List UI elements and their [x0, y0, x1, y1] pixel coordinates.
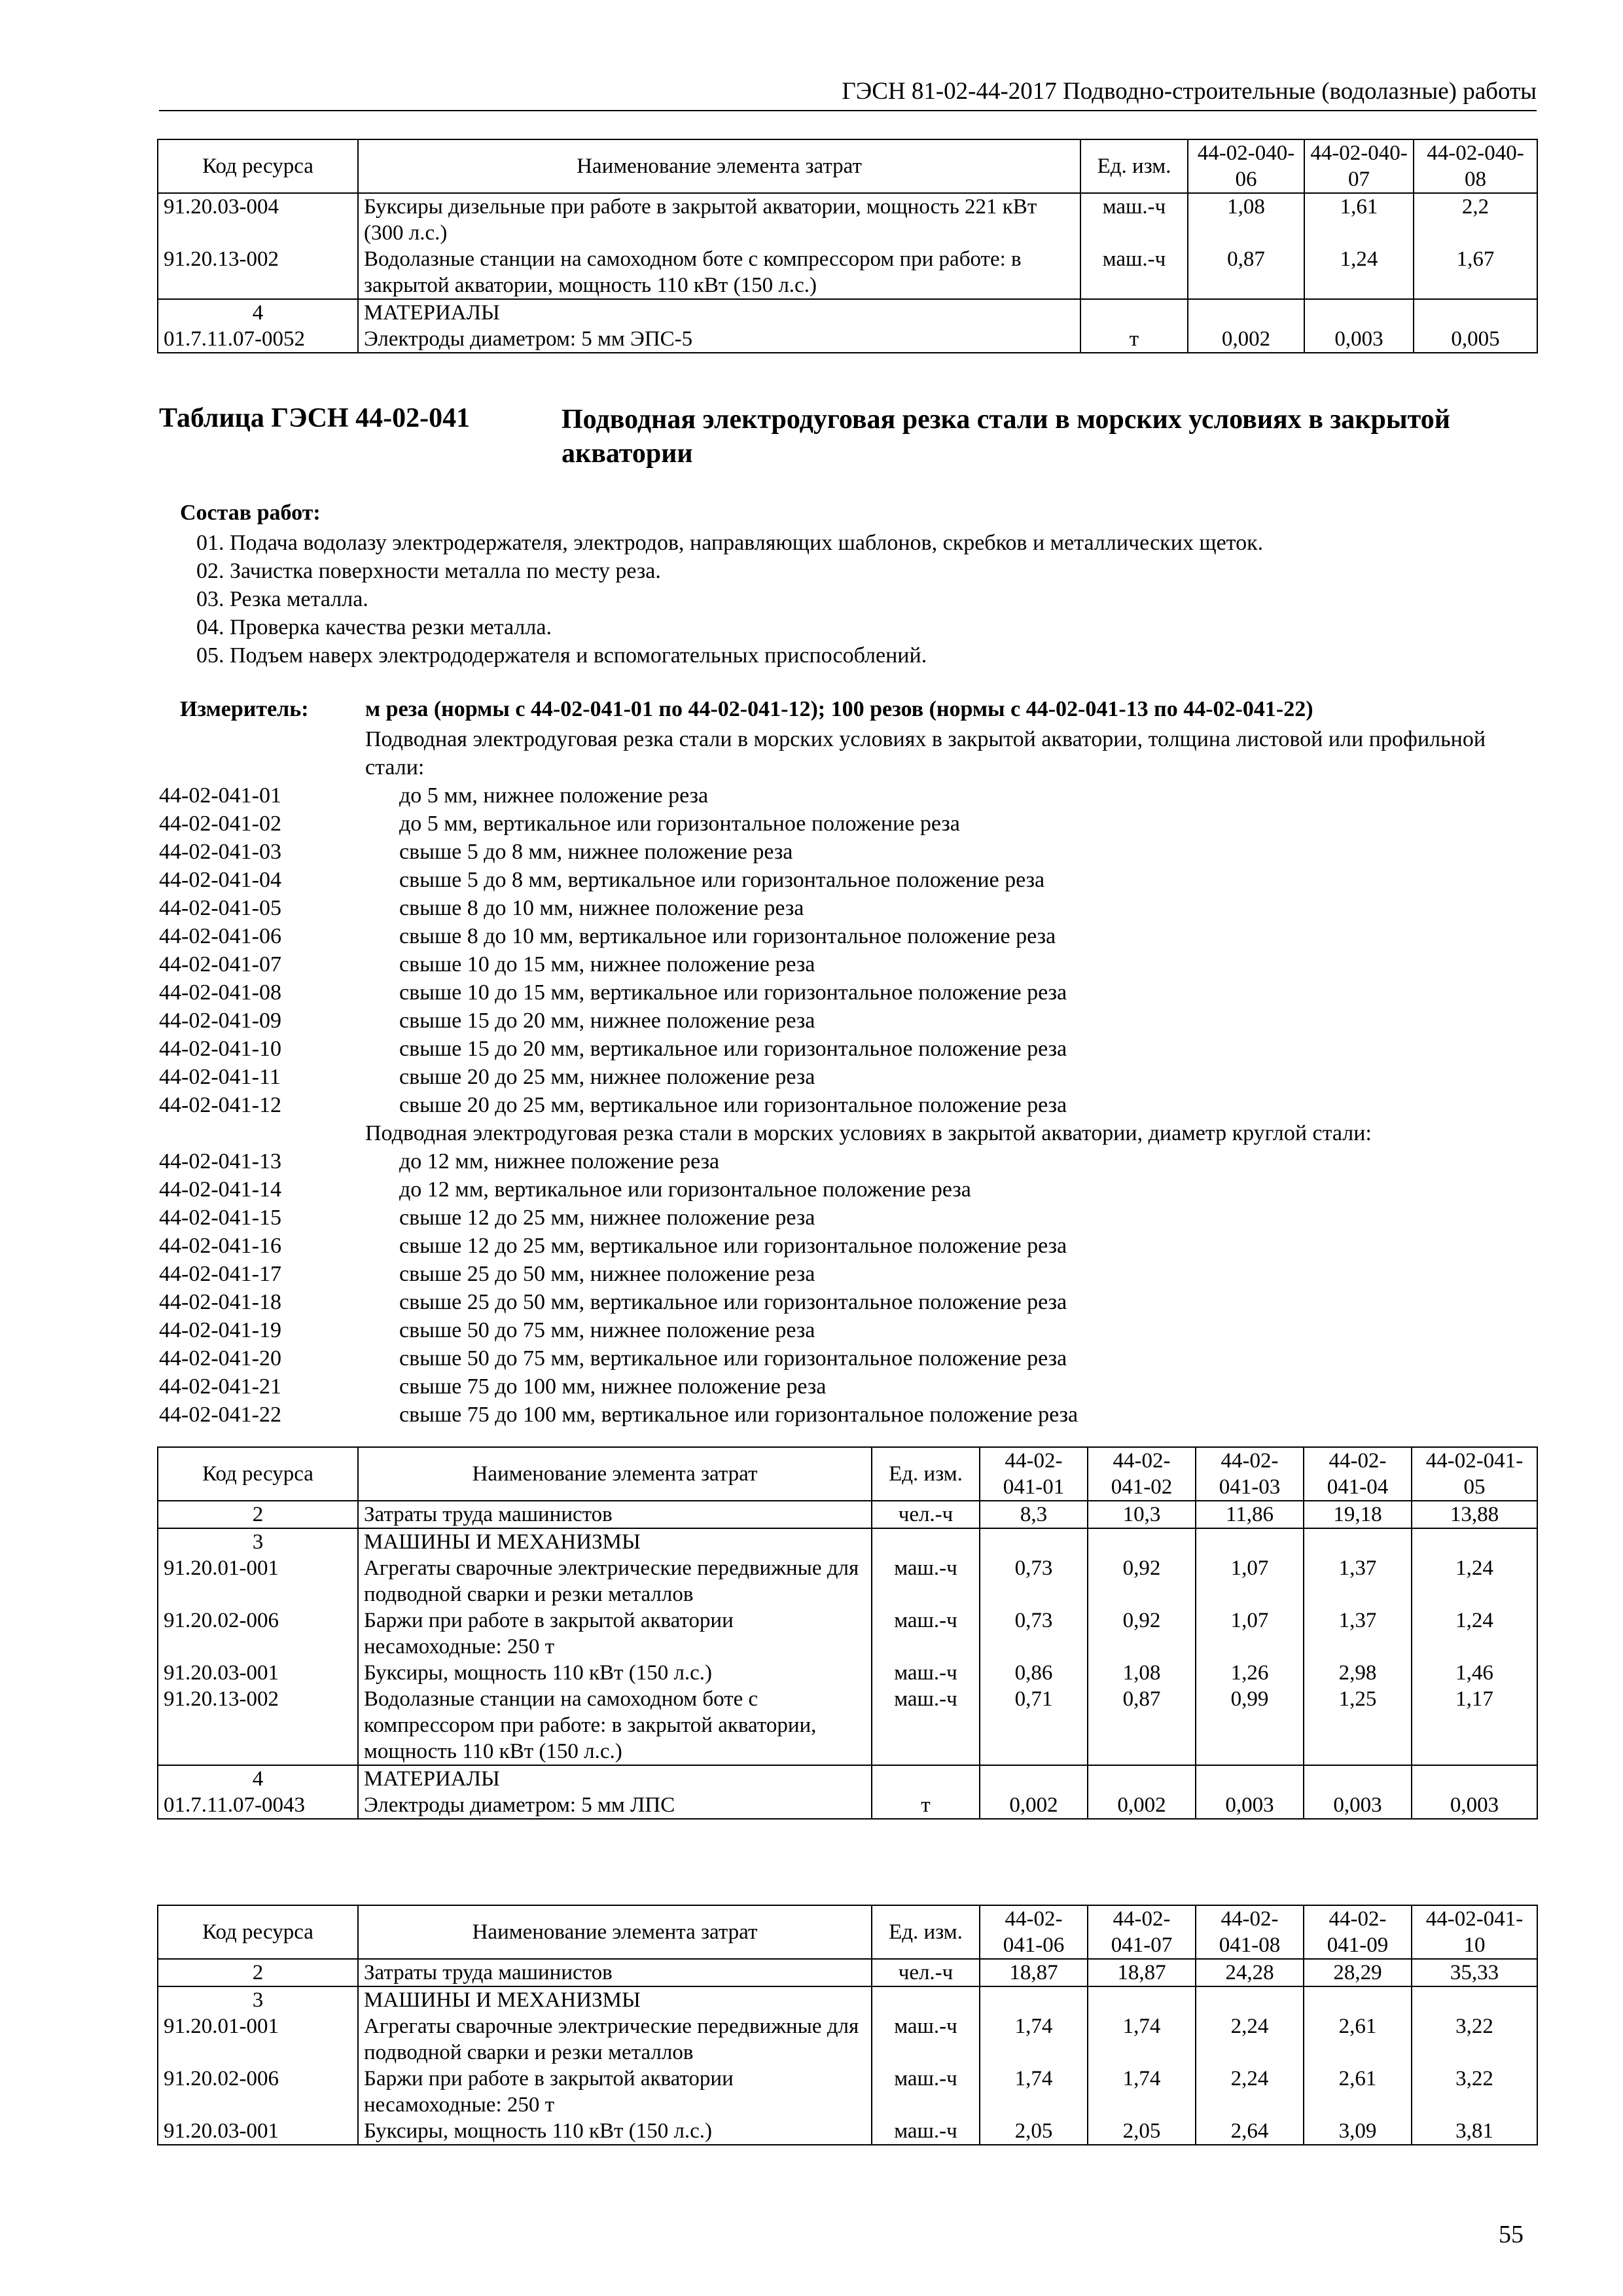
resource-name: Водолазные станции на самоходном боте с компрессором при работе: в закрытой акватории, мощность 110 кВт (150 л.с.): [358, 246, 1080, 299]
norm-description: свыше 5 до 8 мм, нижнее положение реза: [399, 840, 793, 864]
resource-unit: маш.-ч: [872, 1607, 980, 1660]
work-composition-label: Состав работ:: [180, 501, 321, 525]
table-header-row: [158, 1447, 1537, 1501]
norm-value: 18,87: [980, 1959, 1088, 1986]
norm-value: 1,26: [1196, 1660, 1304, 1686]
empty-cell: [1196, 1765, 1304, 1792]
norm-value: 0,005: [1414, 326, 1537, 353]
norm-code: 44-02-041-21: [159, 1374, 281, 1399]
table-header-row: [158, 1905, 1537, 1959]
norm-value: 18,87: [1088, 1959, 1196, 1986]
empty-cell: [872, 1765, 980, 1792]
resource-unit: маш.-ч: [1080, 193, 1188, 246]
resource-unit: маш.-ч: [872, 2013, 980, 2066]
resource-unit: т: [872, 1792, 980, 1819]
empty-cell: [1196, 1986, 1304, 2013]
resource-name: Агрегаты сварочные электрические передвижные для подводной сварки и резки металлов: [358, 1555, 872, 1607]
norm-value: 1,67: [1414, 246, 1537, 299]
norm-description: свыше 5 до 8 мм, вертикальное или горизонтальное положение реза: [399, 868, 1045, 892]
header-norm-col: 44-02-041-01: [980, 1447, 1088, 1501]
norm-item: [159, 1007, 1533, 1035]
empty-cell: [980, 1528, 1088, 1555]
norm-value: 8,3: [980, 1501, 1088, 1528]
norm-value: 0,71: [980, 1686, 1088, 1765]
norm-value: 1,25: [1304, 1686, 1412, 1765]
header-norm-col: 44-02-040-08: [1414, 139, 1537, 193]
header-norm-col: 44-02-040-07: [1304, 139, 1414, 193]
empty-cell: [872, 1528, 980, 1555]
resource-code: 91.20.03-004: [158, 193, 358, 246]
norm-item: [159, 1401, 1533, 1429]
header-norm-col: 44-02-041-06: [980, 1905, 1088, 1959]
empty-cell: [1412, 1986, 1537, 2013]
norm-value: 1,74: [980, 2066, 1088, 2118]
norm-value: 1,24: [1412, 1555, 1537, 1607]
resource-code: 91.20.03-001: [158, 2118, 358, 2145]
resource-code: 01.7.11.07-0043: [158, 1792, 358, 1819]
header-norm-col: 44-02-041-05: [1412, 1447, 1537, 1501]
empty-cell: [980, 1986, 1088, 2013]
table-row: [158, 246, 1537, 299]
norm-code: 44-02-041-13: [159, 1149, 281, 1174]
norm-value: 2,61: [1304, 2066, 1412, 2118]
norm-item: [159, 1232, 1533, 1260]
resource-name: Электроды диаметром: 5 мм ЛПС: [358, 1792, 872, 1819]
norm-value: 2,98: [1304, 1660, 1412, 1686]
norm-value: 0,92: [1088, 1555, 1196, 1607]
resource-unit: чел.-ч: [872, 1959, 980, 1986]
norm-item: [159, 810, 1533, 838]
resource-name: Буксиры, мощность 110 кВт (150 л.с.): [358, 1660, 872, 1686]
norm-code: 44-02-041-11: [159, 1065, 281, 1089]
norm-value: 28,29: [1304, 1959, 1412, 1986]
page-header: [159, 77, 1537, 111]
section-title: МАШИНЫ И МЕХАНИЗМЫ: [358, 1528, 872, 1555]
work-step: 05. Подъем наверх электрододержателя и вспомогательных приспособлений.: [196, 643, 927, 668]
norm-value: 2,24: [1196, 2013, 1304, 2066]
empty-cell: [1088, 1765, 1196, 1792]
norm-value: 1,17: [1412, 1686, 1537, 1765]
empty-cell: [1304, 1528, 1412, 1555]
norm-value: 3,22: [1412, 2013, 1537, 2066]
section-title: МАШИНЫ И МЕХАНИЗМЫ: [358, 1986, 872, 2013]
norm-value: 2,2: [1414, 193, 1537, 246]
norm-description: свыше 25 до 50 мм, вертикальное или горизонтальное положение реза: [399, 1290, 1067, 1314]
table-code: Таблица ГЭСН 44-02-041: [159, 403, 471, 433]
section-number: 3: [158, 1986, 358, 2013]
empty-cell: [872, 1986, 980, 2013]
resource-code: 91.20.02-006: [158, 2066, 358, 2118]
work-step: 01. Подача водолазу электродержателя, электродов, направляющих шаблонов, скребков и металлических щеток.: [196, 531, 1264, 555]
resource-code: 91.20.01-001: [158, 2013, 358, 2066]
resource-table-041-part1: [157, 1446, 1538, 1820]
norm-item: [159, 1147, 1533, 1175]
resource-name: Затраты труда машинистов: [358, 1501, 872, 1528]
norm-value: 0,003: [1412, 1792, 1537, 1819]
resource-code: 91.20.13-002: [158, 246, 358, 299]
resource-code: 91.20.13-002: [158, 1686, 358, 1765]
norm-item: [159, 922, 1533, 950]
norm-description: свыше 10 до 15 мм, нижнее положение реза: [399, 952, 815, 977]
resource-table-040: [157, 139, 1538, 353]
norm-code: 44-02-041-17: [159, 1262, 281, 1286]
header-norm-col: 44-02-041-02: [1088, 1447, 1196, 1501]
table-row: [158, 1501, 1537, 1528]
measure-label: Измеритель:: [180, 697, 309, 721]
norm-item: [159, 866, 1533, 894]
norm-description: свыше 75 до 100 мм, вертикальное или горизонтальное положение реза: [399, 1403, 1079, 1427]
empty-cell: [1088, 1528, 1196, 1555]
header-resource-code: Код ресурса: [158, 1447, 358, 1501]
norm-item: [159, 894, 1533, 922]
norm-code: 44-02-041-02: [159, 812, 281, 836]
norm-value: 1,74: [980, 2013, 1088, 2066]
resource-code: 91.20.02-006: [158, 1607, 358, 1660]
work-step: 03. Резка металла.: [196, 587, 368, 611]
section-row: [158, 1986, 1537, 2013]
header-resource-code: Код ресурса: [158, 139, 358, 193]
norm-code: 44-02-041-05: [159, 896, 281, 920]
empty-cell: [1304, 1765, 1412, 1792]
norm-item: [159, 781, 1533, 810]
norm-description: свыше 50 до 75 мм, вертикальное или горизонтальное положение реза: [399, 1346, 1067, 1371]
work-step: 04. Проверка качества резки металла.: [196, 615, 552, 639]
work-composition-list: [196, 529, 1263, 670]
norm-group-title: Подводная электродуговая резка стали в морских условиях в закрытой акватории, диаметр круглой стали:: [365, 1121, 1372, 1145]
norm-code: 44-02-041-09: [159, 1009, 281, 1033]
table-row: [158, 1686, 1537, 1765]
norm-value: 0,92: [1088, 1607, 1196, 1660]
norm-item: [159, 1035, 1533, 1063]
norm-value: 2,05: [1088, 2118, 1196, 2145]
norm-code: 44-02-041-18: [159, 1290, 281, 1314]
resource-unit: т: [1080, 326, 1188, 353]
norm-value: 2,05: [980, 2118, 1088, 2145]
resource-unit: чел.-ч: [872, 1501, 980, 1528]
work-step: 02. Зачистка поверхности металла по месту реза.: [196, 559, 661, 583]
norm-code: 44-02-041-08: [159, 980, 281, 1005]
norm-item: [159, 1288, 1533, 1316]
header-norm-col: 44-02-041-08: [1196, 1905, 1304, 1959]
norm-value: 0,002: [1188, 326, 1304, 353]
measure-text: м реза (нормы с 44-02-041-01 по 44-02-041-12); 100 резов (нормы с 44-02-041-13 по 44-02-041-22): [365, 697, 1313, 721]
norm-code: 44-02-041-22: [159, 1403, 281, 1427]
norm-item: [159, 1260, 1533, 1288]
norm-group-title: Подводная электродуговая резка стали в морских условиях в закрытой акватории, толщина листовой или профильной стали:: [365, 727, 1486, 780]
empty-cell: [1196, 1528, 1304, 1555]
norm-value: 1,37: [1304, 1555, 1412, 1607]
header-norm-col: 44-02-040-06: [1188, 139, 1304, 193]
resource-name: Водолазные станции на самоходном боте с компрессором при работе: в закрытой акватории, мощность 110 кВт (150 л.с.): [358, 1686, 872, 1765]
header-cost-element: Наименование элемента затрат: [358, 1905, 872, 1959]
norm-value: 0,003: [1304, 326, 1414, 353]
norm-value: 1,07: [1196, 1607, 1304, 1660]
resource-name: Буксиры дизельные при работе в закрытой акватории, мощность 221 кВт (300 л.с.): [358, 193, 1080, 246]
norm-value: 3,09: [1304, 2118, 1412, 2145]
norm-value: 2,24: [1196, 2066, 1304, 2118]
norm-value: 1,08: [1188, 193, 1304, 246]
header-norm-col: 44-02-041-07: [1088, 1905, 1196, 1959]
resource-name: Агрегаты сварочные электрические передвижные для подводной сварки и резки металлов: [358, 2013, 872, 2066]
resource-name: Баржи при работе в закрытой акватории несамоходные: 250 т: [358, 2066, 872, 2118]
norm-code: 44-02-041-10: [159, 1037, 281, 1061]
resource-code: 2: [158, 1501, 358, 1528]
table-row: [158, 1792, 1537, 1819]
norm-code: 44-02-041-12: [159, 1093, 281, 1117]
norm-code: 44-02-041-03: [159, 840, 281, 864]
norm-code: 44-02-041-04: [159, 868, 281, 892]
norm-value: 0,002: [1088, 1792, 1196, 1819]
empty-cell: [1304, 1986, 1412, 2013]
norm-code: 44-02-041-19: [159, 1318, 281, 1342]
section-number: 4: [158, 299, 358, 326]
table-row: [158, 1959, 1537, 1986]
norm-value: 0,86: [980, 1660, 1088, 1686]
norm-value: 35,33: [1412, 1959, 1537, 1986]
norm-item: [159, 978, 1533, 1007]
norm-description: свыше 20 до 25 мм, вертикальное или горизонтальное положение реза: [399, 1093, 1067, 1117]
empty-cell: [1412, 1765, 1537, 1792]
resource-code: 01.7.11.07-0052: [158, 326, 358, 353]
norm-description: до 12 мм, нижнее положение реза: [399, 1149, 720, 1174]
norm-value: 0,99: [1196, 1686, 1304, 1765]
page-number: 55: [1499, 2221, 1524, 2248]
header-cost-element: Наименование элемента затрат: [358, 1447, 872, 1501]
norm-code: 44-02-041-14: [159, 1177, 281, 1202]
norm-description: свыше 12 до 25 мм, нижнее положение реза: [399, 1206, 815, 1230]
table-row: [158, 193, 1537, 246]
norm-value: 13,88: [1412, 1501, 1537, 1528]
table-row: [158, 326, 1537, 353]
table-title: Подводная электродуговая резка стали в морских условиях в закрытой акватории: [562, 404, 1450, 469]
norm-item: [159, 1175, 1533, 1204]
header-norm-col: 44-02-041-10: [1412, 1905, 1537, 1959]
norm-value: 0,73: [980, 1607, 1088, 1660]
resource-code: 91.20.03-001: [158, 1660, 358, 1686]
norm-item: [159, 1063, 1533, 1091]
norm-description: свыше 12 до 25 мм, вертикальное или горизонтальное положение реза: [399, 1234, 1067, 1258]
section-title: МАТЕРИАЛЫ: [358, 299, 1080, 326]
norm-description: свыше 15 до 20 мм, нижнее положение реза: [399, 1009, 815, 1033]
norm-item: [159, 950, 1533, 978]
norm-value: 11,86: [1196, 1501, 1304, 1528]
section-title: МАТЕРИАЛЫ: [358, 1765, 872, 1792]
norm-code: 44-02-041-15: [159, 1206, 281, 1230]
norm-value: 2,61: [1304, 2013, 1412, 2066]
resource-name: Затраты труда машинистов: [358, 1959, 872, 1986]
norm-value: 1,61: [1304, 193, 1414, 246]
norm-item: [159, 838, 1533, 866]
header-unit: Ед. изм.: [872, 1447, 980, 1501]
section-number: 4: [158, 1765, 358, 1792]
resource-unit: маш.-ч: [872, 1555, 980, 1607]
norm-code: 44-02-041-20: [159, 1346, 281, 1371]
resource-name: Баржи при работе в закрытой акватории несамоходные: 250 т: [358, 1607, 872, 1660]
header-resource-code: Код ресурса: [158, 1905, 358, 1959]
resource-unit: маш.-ч: [1080, 246, 1188, 299]
section-row: [158, 1528, 1537, 1555]
norm-value: 1,24: [1412, 1607, 1537, 1660]
norm-item: [159, 1344, 1533, 1372]
norm-value: 1,08: [1088, 1660, 1196, 1686]
norm-description: до 12 мм, вертикальное или горизонтальное положение реза: [399, 1177, 971, 1202]
table-header-row: [158, 139, 1537, 193]
norm-value: 0,87: [1088, 1686, 1196, 1765]
norm-value: 3,22: [1412, 2066, 1537, 2118]
table-row: [158, 2013, 1537, 2066]
norm-value: 2,64: [1196, 2118, 1304, 2145]
norm-value: 1,07: [1196, 1555, 1304, 1607]
norm-description: свыше 15 до 20 мм, вертикальное или горизонтальное положение реза: [399, 1037, 1067, 1061]
table-row: [158, 2066, 1537, 2118]
table-row: [158, 1555, 1537, 1607]
norm-description: до 5 мм, вертикальное или горизонтальное положение реза: [399, 812, 960, 836]
norms-list: [159, 725, 1533, 1429]
empty-cell: [1412, 1528, 1537, 1555]
norm-value: 1,37: [1304, 1607, 1412, 1660]
resource-unit: маш.-ч: [872, 2066, 980, 2118]
empty-cell: [1088, 1986, 1196, 2013]
resource-code: 2: [158, 1959, 358, 1986]
resource-name: Электроды диаметром: 5 мм ЭПС-5: [358, 326, 1080, 353]
norm-description: свыше 50 до 75 мм, нижнее положение реза: [399, 1318, 815, 1342]
norm-item: [159, 1372, 1533, 1401]
norm-description: свыше 8 до 10 мм, нижнее положение реза: [399, 896, 804, 920]
header-unit: Ед. изм.: [1080, 139, 1188, 193]
norm-value: 10,3: [1088, 1501, 1196, 1528]
norm-code: 44-02-041-06: [159, 924, 281, 948]
header-norm-col: 44-02-041-09: [1304, 1905, 1412, 1959]
norm-value: 3,81: [1412, 2118, 1537, 2145]
resource-name: Буксиры, мощность 110 кВт (150 л.с.): [358, 2118, 872, 2145]
resource-unit: маш.-ч: [872, 1686, 980, 1765]
norm-code: 44-02-041-07: [159, 952, 281, 977]
norm-code: 44-02-041-16: [159, 1234, 281, 1258]
table-row: [158, 2118, 1537, 2145]
section-row: [158, 1765, 1537, 1792]
norm-value: 0,002: [980, 1792, 1088, 1819]
section-number: 3: [158, 1528, 358, 1555]
resource-code: 91.20.01-001: [158, 1555, 358, 1607]
header-unit: Ед. изм.: [872, 1905, 980, 1959]
resource-unit: маш.-ч: [872, 2118, 980, 2145]
table-row: [158, 1607, 1537, 1660]
norm-description: свыше 8 до 10 мм, вертикальное или горизонтальное положение реза: [399, 924, 1056, 948]
resource-unit: маш.-ч: [872, 1660, 980, 1686]
norm-item: [159, 1204, 1533, 1232]
norm-description: до 5 мм, нижнее положение реза: [399, 783, 709, 808]
header-norm-col: 44-02-041-04: [1304, 1447, 1412, 1501]
norm-value: 1,46: [1412, 1660, 1537, 1686]
header-norm-col: 44-02-041-03: [1196, 1447, 1304, 1501]
resource-table-041-part2: [157, 1905, 1538, 2145]
norm-description: свыше 75 до 100 мм, нижнее положение реза: [399, 1374, 827, 1399]
norm-description: свыше 10 до 15 мм, вертикальное или горизонтальное положение реза: [399, 980, 1067, 1005]
norm-value: 1,24: [1304, 246, 1414, 299]
norm-code: 44-02-041-01: [159, 783, 281, 808]
norm-description: свыше 25 до 50 мм, нижнее положение реза: [399, 1262, 815, 1286]
norm-value: 0,73: [980, 1555, 1088, 1607]
norm-value: 1,74: [1088, 2066, 1196, 2118]
norm-item: [159, 1316, 1533, 1344]
norm-value: 0,003: [1304, 1792, 1412, 1819]
section-row: [158, 299, 1537, 326]
norm-value: 19,18: [1304, 1501, 1412, 1528]
norm-value: 1,74: [1088, 2013, 1196, 2066]
norm-value: 0,003: [1196, 1792, 1304, 1819]
norm-description: свыше 20 до 25 мм, нижнее положение реза: [399, 1065, 815, 1089]
table-row: [158, 1660, 1537, 1686]
norm-value: 24,28: [1196, 1959, 1304, 1986]
header-cost-element: Наименование элемента затрат: [358, 139, 1080, 193]
norm-value: 0,87: [1188, 246, 1304, 299]
norm-item: [159, 1091, 1533, 1119]
empty-cell: [980, 1765, 1088, 1792]
document-title: ГЭСН 81-02-44-2017 Подводно-строительные (водолазные) работы: [842, 78, 1537, 105]
